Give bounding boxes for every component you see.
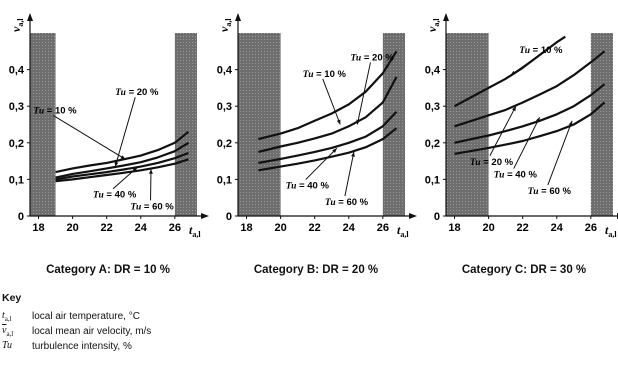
shaded-zone (175, 33, 197, 216)
series-label: Tu = 40 % (493, 169, 537, 181)
shaded-zone (446, 33, 489, 216)
key-title: Key (2, 292, 22, 304)
y-tick-label: 0 (225, 211, 232, 223)
x-tick-label: 24 (134, 222, 147, 234)
y-tick-label: 0,3 (424, 101, 440, 114)
x-tick-label: 22 (516, 222, 529, 234)
y-axis-label: $v_{a,l}$ (9, 18, 25, 32)
x-tick-label: 18 (448, 222, 461, 234)
key-row-turbulence (2, 339, 151, 354)
chart-panel-2 (425, 13, 618, 239)
key-description: turbulence intensity, % (32, 341, 132, 352)
key-symbol (2, 325, 32, 338)
y-tick-label: 0,1 (424, 174, 440, 187)
y-tick-label: 0,3 (8, 101, 24, 114)
y-tick-label: 0,4 (216, 64, 232, 77)
y-axis-label: $v_{a,l}$ (425, 18, 441, 32)
x-tick-label: 26 (584, 222, 597, 234)
series-label: Tu = 20 % (115, 87, 159, 99)
series-label: Tu = 60 % (130, 201, 174, 213)
annotation-arrowhead (356, 120, 360, 125)
x-tick-label: 26 (168, 222, 181, 234)
chart-panel-1 (217, 13, 417, 239)
y-tick-label: 0,4 (424, 64, 440, 77)
series-label: Tu = 60 % (324, 197, 369, 209)
x-tick-label: 20 (274, 222, 287, 234)
series-label: Tu = 60 % (527, 186, 572, 198)
x-tick-label: 26 (376, 222, 389, 234)
x-tick-label: 24 (550, 222, 563, 234)
x-tick-label: 18 (240, 222, 253, 234)
annotation-leader (511, 55, 540, 75)
annotation-leader (115, 97, 135, 166)
y-axis-arrow (235, 13, 241, 21)
series-label: Tu = 10 % (519, 45, 563, 57)
y-tick-label: 0 (17, 211, 24, 223)
x-tick-label: 24 (342, 222, 355, 234)
y-axis-arrow (27, 13, 33, 21)
chart-a-caption: Category A: DR = 10 % (46, 264, 170, 276)
series-label: Tu = 10 % (33, 105, 77, 117)
x-tick-label: 20 (482, 222, 495, 234)
y-tick-label: 0,2 (216, 137, 232, 150)
key-symbol-main: t (2, 310, 5, 321)
series-label: Tu = 20 % (469, 156, 514, 168)
x-tick-label: 22 (100, 222, 113, 234)
chart-b-caption: Category B: DR = 20 % (253, 264, 379, 276)
key-symbol-main: $\overline{v}$ (2, 325, 7, 336)
x-tick-label: 18 (32, 222, 45, 234)
key-legend (2, 292, 151, 354)
y-tick-label: 0,2 (424, 137, 440, 150)
annotation-leader (53, 116, 125, 160)
key-description: local mean air velocity, m/s (32, 326, 152, 337)
y-tick-label: 0,3 (216, 101, 232, 114)
x-tick-label: 20 (66, 222, 79, 234)
y-axis-label: $v_{a,l}$ (217, 18, 233, 32)
x-axis-label: $t_{a,l}$ (397, 223, 409, 239)
y-tick-label: 0,4 (8, 64, 24, 77)
annotation-leader (345, 152, 354, 196)
shaded-zone (30, 33, 56, 216)
series-label: Tu = 20 % (350, 52, 394, 64)
series-label: Tu = 40 % (285, 180, 329, 192)
chart-panel-0 (9, 13, 209, 239)
series-label: Tu = 40 % (93, 189, 137, 201)
y-axis-arrow (443, 13, 449, 21)
series-label: Tu = 10 % (302, 68, 346, 80)
y-tick-label: 0,1 (8, 174, 24, 187)
chart-c-caption: Category C: DR = 30 % (461, 264, 587, 276)
y-tick-label: 0,2 (8, 137, 24, 150)
key-symbol-sub: a,l (4, 315, 12, 323)
x-tick-label: 22 (308, 222, 321, 234)
key-symbol-main: Tu (2, 340, 13, 351)
key-symbol-sub: a,l (6, 330, 14, 338)
x-axis-label: $t_{a,l}$ (189, 223, 201, 239)
key-row-temperature (2, 309, 151, 324)
key-description: local air temperature, °C (32, 311, 140, 322)
y-tick-label: 0,1 (216, 174, 232, 187)
y-tick-label: 0 (433, 211, 440, 223)
shaded-zone (238, 33, 281, 216)
annotation-arrowhead (569, 121, 573, 126)
annotation-leader (323, 79, 340, 125)
x-axis-arrow (409, 213, 417, 219)
annotation-arrowhead (337, 120, 341, 125)
key-symbol (2, 310, 32, 323)
x-axis-arrow (201, 213, 209, 219)
key-symbol (2, 340, 32, 353)
key-row-velocity (2, 324, 151, 339)
x-axis-label: $t_{a,l}$ (605, 223, 617, 239)
